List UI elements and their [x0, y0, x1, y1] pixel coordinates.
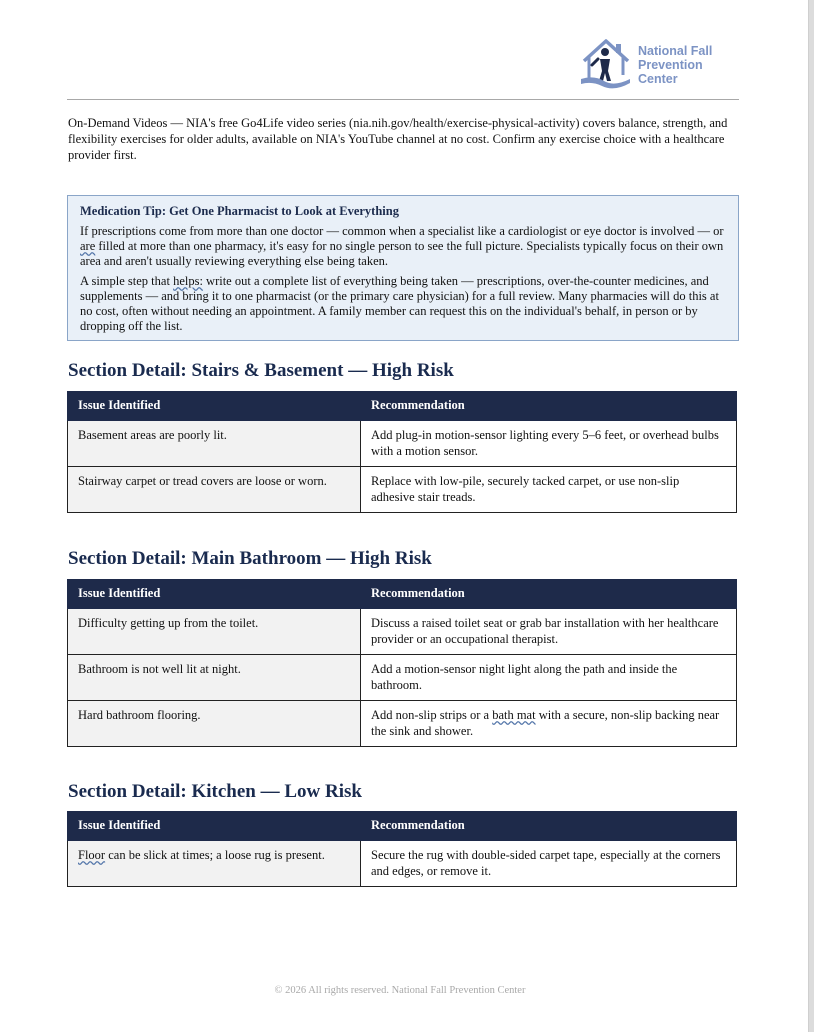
tip-paragraph-2 — [80, 274, 726, 334]
header-rule — [67, 99, 739, 100]
tip-text: If prescriptions come from more than one doctor — common when a specialist like a cardiologist or eye doctor is involved — or — [80, 224, 724, 238]
tip-text: write out a complete list of everything being taken — prescriptions, over-the-counter medicines, and supplements — and bring it to one pharmacist (or the primary care physician) for a full review. Many pharmacies will do this at no cost, often without needing an appointment. A family member can request this on the individual's behalf, in person or by dropping off the list. — [80, 274, 719, 333]
issue-cell: Stairway carpet or tread covers are loose or worn. — [68, 467, 361, 513]
table-row — [68, 421, 737, 467]
recommendation-cell — [361, 701, 737, 747]
column-header: Issue Identified — [68, 812, 361, 841]
logo-text-line2: Prevention Center — [638, 58, 703, 86]
column-header: Recommendation — [361, 812, 737, 841]
column-header: Issue Identified — [68, 580, 361, 609]
grammar-flagged-word[interactable]: helps: — [173, 274, 203, 288]
logo — [578, 34, 743, 94]
recommendation-cell: Replace with low-pile, securely tacked carpet, or use non-slip adhesive stair treads. — [361, 467, 737, 513]
recommendation-table — [67, 811, 737, 887]
section-title: Section Detail: Kitchen — Low Risk — [68, 781, 362, 802]
recommendation-cell: Add a motion-sensor night light along the path and inside the bathroom. — [361, 655, 737, 701]
issue-cell: Hard bathroom flooring. — [68, 701, 361, 747]
grammar-flagged-word[interactable]: are — [80, 239, 96, 253]
recommendation-cell: Discuss a raised toilet seat or grab bar installation with her healthcare provider or an occupational therapist. — [361, 609, 737, 655]
tip-title: Medication Tip: Get One Pharmacist to Look at Everything — [80, 204, 399, 218]
section-title: Section Detail: Main Bathroom — High Risk — [68, 548, 432, 569]
page-edge — [808, 0, 814, 1032]
table-header-row — [68, 812, 737, 841]
column-header: Issue Identified — [68, 392, 361, 421]
footer: © 2026 All rights reserved. National Fall Prevention Center — [274, 985, 526, 996]
table-row — [68, 701, 737, 747]
issue-cell — [68, 841, 361, 887]
tip-text: A simple step that — [80, 274, 174, 288]
issue-cell: Basement areas are poorly lit. — [68, 421, 361, 467]
issue-cell: Difficulty getting up from the toilet. — [68, 609, 361, 655]
cell-text: can be slick at times; a loose rug is present. — [105, 848, 325, 862]
table-row — [68, 467, 737, 513]
table-header-row — [68, 580, 737, 609]
house-person-hand-icon — [578, 35, 634, 93]
section-title: Section Detail: Stairs & Basement — High Risk — [68, 360, 454, 381]
medication-tip-box — [67, 195, 739, 341]
tip-paragraph-1 — [80, 224, 726, 269]
recommendation-cell: Secure the rug with double-sided carpet tape, especially at the corners and edges, or remove it. — [361, 841, 737, 887]
table-row — [68, 841, 737, 887]
tip-text: filled at more than one pharmacy, it's easy for no single person to see the full picture. Specialists typically focus on their own area and aren't usually reviewing everything else being taken. — [80, 239, 724, 268]
intro-paragraph: On-Demand Videos — NIA's free Go4Life video series (nia.nih.gov/health/exercise-physical-activity) covers balance, strength, and flexibility exercises for older adults, available on NIA's YouTube channel at no cost. Confirm any exercise choice with a healthcare provider first. — [68, 116, 728, 162]
column-header: Recommendation — [361, 580, 737, 609]
recommendation-table — [67, 579, 737, 747]
grammar-flagged-word[interactable]: Floor — [78, 848, 106, 862]
cell-text: Add non-slip strips or a — [371, 708, 493, 722]
column-header: Recommendation — [361, 392, 737, 421]
table-header-row — [68, 392, 737, 421]
recommendation-table — [67, 391, 737, 513]
grammar-flagged-word[interactable]: bath mat — [492, 708, 536, 722]
issue-cell: Bathroom is not well lit at night. — [68, 655, 361, 701]
logo-text-line1: National Fall — [638, 44, 713, 58]
cell-text: with a secure, non-slip backing near the sink and shower. — [371, 708, 720, 738]
recommendation-cell: Add plug-in motion-sensor lighting every 5–6 feet, or overhead bulbs with a motion sensor. — [361, 421, 737, 467]
table-row — [68, 655, 737, 701]
table-row — [68, 609, 737, 655]
